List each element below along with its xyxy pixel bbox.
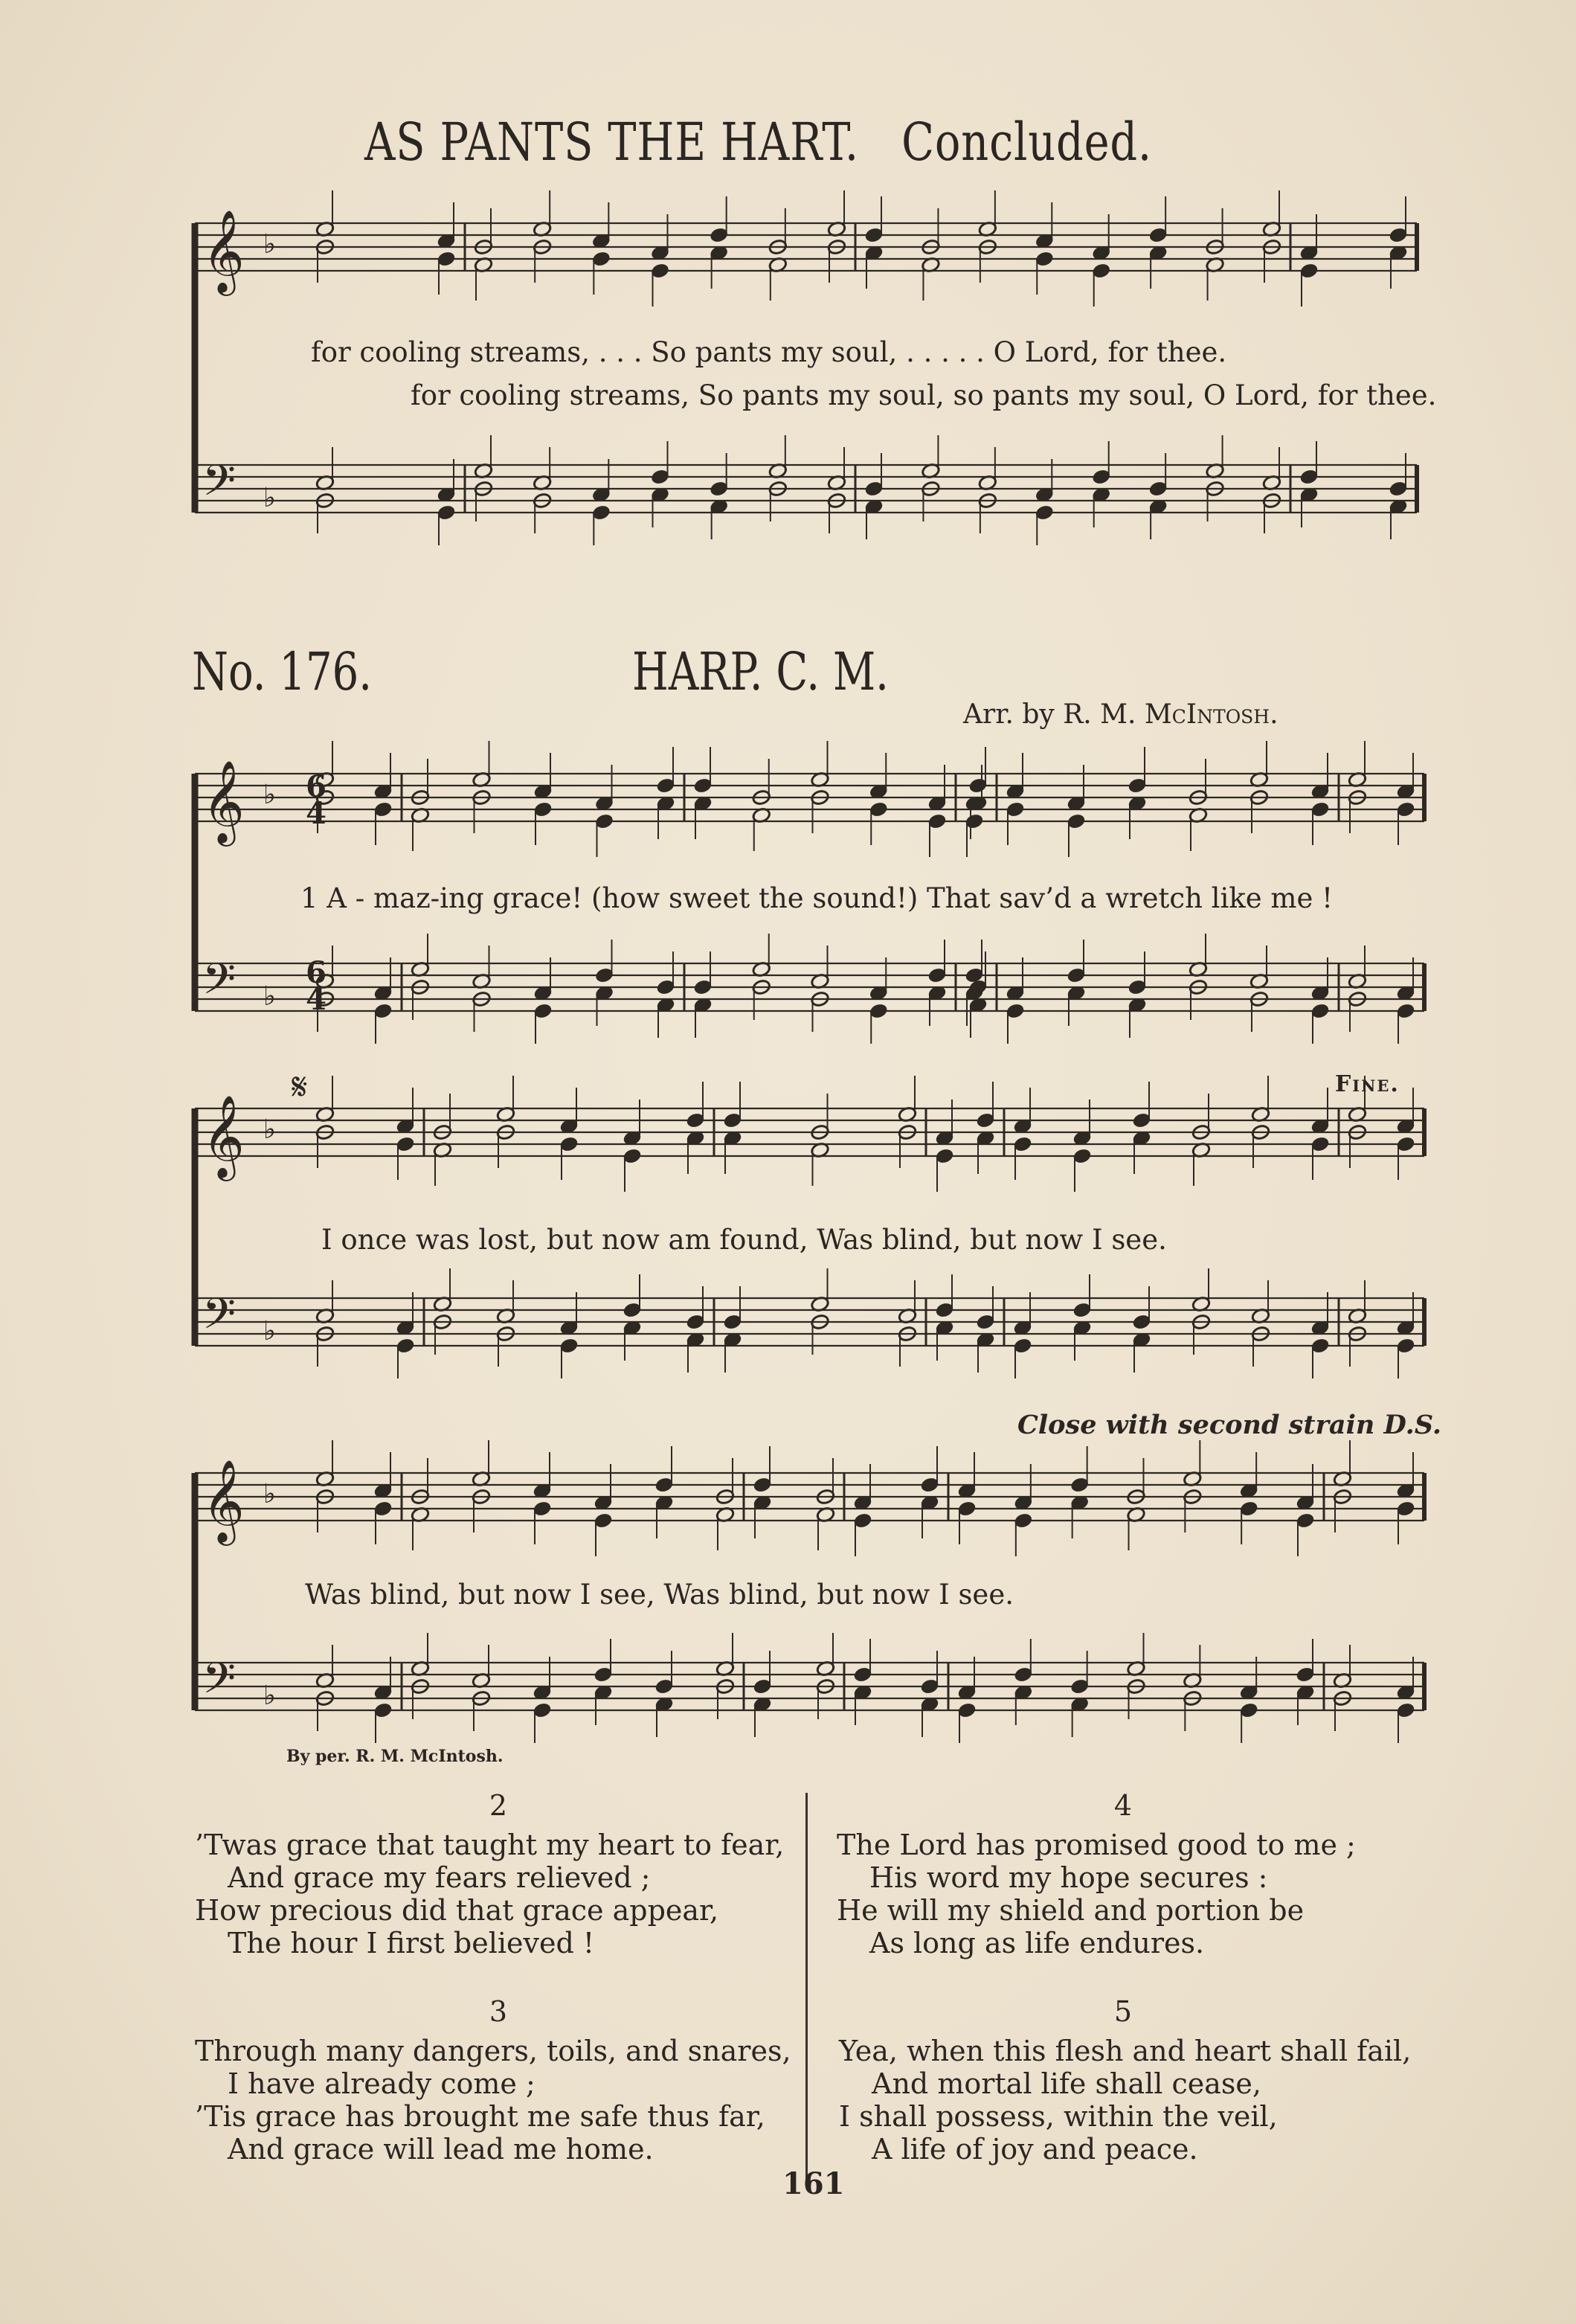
segno-sign: 𝄋 (292, 1065, 308, 1108)
time-sig-bottom: 4 (306, 796, 327, 831)
verse-block (195, 1829, 784, 1959)
verse-number: 5 (1113, 1995, 1133, 2028)
top-piece-title-text: AS PANTS THE HART. (364, 112, 859, 173)
close-instruction: Close with second strain D.S. (1017, 1410, 1442, 1440)
time-sig-top: 6 (306, 769, 327, 804)
flat-key-signature: ♭ (263, 229, 276, 260)
hymn-system-3-treble-clef: 𝄞 (202, 1459, 245, 1542)
hymn-number: No. 176. (192, 641, 373, 702)
flat-key-signature: ♭ (263, 780, 276, 810)
flat-key-signature: ♭ (263, 1316, 276, 1346)
hymn-lyrics-system1: 1 A - maz-ing grace! (how sweet the sound!) That sav’d a wretch like me ! (300, 882, 1334, 914)
verse-line: ’Tis grace has brought me safe thus far, (195, 2100, 765, 2133)
verse-number: 3 (489, 1995, 508, 2028)
verse-line: A life of joy and peace. (872, 2133, 1198, 2166)
time-sig-top-bass: 6 (306, 955, 327, 990)
verse-line: ’Twas grace that taught my heart to fear, (195, 1829, 785, 1861)
verse-line: And mortal life shall cease, (872, 2067, 1262, 2100)
verse-line: I shall possess, within the veil, (839, 2100, 1278, 2133)
time-sig-bottom-bass: 4 (306, 982, 327, 1017)
verse-line: And grace will lead me home. (228, 2133, 654, 2166)
flat-key-signature: ♭ (263, 1479, 276, 1509)
page-number: 161 (782, 2166, 845, 2201)
verse-line: And grace my fears relieved ; (228, 1861, 651, 1894)
time-signature-bass (305, 955, 327, 1017)
verse-number: 4 (1113, 1789, 1133, 1822)
verse-line: His word my hope secures : (869, 1861, 1268, 1894)
top-piece-system-bass-clef: 𝄢 (202, 455, 237, 516)
verse-number: 2 (489, 1789, 508, 1822)
top-piece-system-treble-clef: 𝄞 (202, 209, 245, 292)
hymn-system-2-bass-clef: 𝄢 (202, 1288, 237, 1349)
hymn-system-1-bass-clef: 𝄢 (202, 954, 237, 1015)
hymn-lyrics-system2: I once was lost, but now am found, Was blind, but now I see. (321, 1224, 1167, 1256)
permission-credit: By per. R. M. McIntosh. (286, 1747, 504, 1766)
hymn-lyrics-system3: Was blind, but now I see, Was blind, but now I see. (305, 1579, 1014, 1611)
verse-line: Yea, when this flesh and heart shall fail, (839, 2035, 1412, 2067)
verse-column-divider (805, 1793, 808, 2180)
verse-line: The hour I first believed ! (228, 1927, 595, 1959)
verse-block (837, 1829, 1356, 1959)
flat-key-signature: ♭ (263, 1681, 276, 1711)
verse-line: He will my shield and portion be (837, 1894, 1305, 1927)
arranger-credit (963, 699, 1279, 730)
verse-line: How precious did that grace appear, (195, 1894, 719, 1927)
flat-key-signature: ♭ (263, 1114, 276, 1145)
hymn-title: HARP. C. M. (632, 641, 889, 702)
fine-marker: Fine. (1335, 1071, 1400, 1097)
hymn-system-3-bass-clef: 𝄢 (202, 1653, 237, 1714)
verse-line: The Lord has promised good to me ; (837, 1829, 1356, 1861)
top-piece-subtitle: Concluded. (901, 112, 1153, 173)
top-piece-lyrics-line1: for cooling streams, . . . So pants my soul, . . . . . O Lord, for thee. (311, 336, 1227, 368)
arranger-prefix: Arr. by (963, 699, 1055, 730)
verse-block (195, 2035, 791, 2166)
hymn-system-1-treble-clef: 𝄞 (202, 760, 245, 843)
hymn-system-2-treble-clef: 𝄞 (202, 1094, 245, 1178)
arranger-name: R. M. McIntosh. (1063, 699, 1279, 730)
top-piece-lyrics-line2: for cooling streams, So pants my soul, so pants my soul, O Lord, for thee. (411, 379, 1437, 411)
verse-line: As long as life endures. (869, 1927, 1205, 1959)
verse-line: I have already come ; (228, 2067, 535, 2100)
verse-block (839, 2035, 1411, 2166)
time-signature-treble (305, 769, 327, 831)
flat-key-signature: ♭ (263, 981, 276, 1012)
flat-key-signature: ♭ (263, 483, 276, 513)
verse-line: Through many dangers, toils, and snares, (195, 2035, 791, 2067)
